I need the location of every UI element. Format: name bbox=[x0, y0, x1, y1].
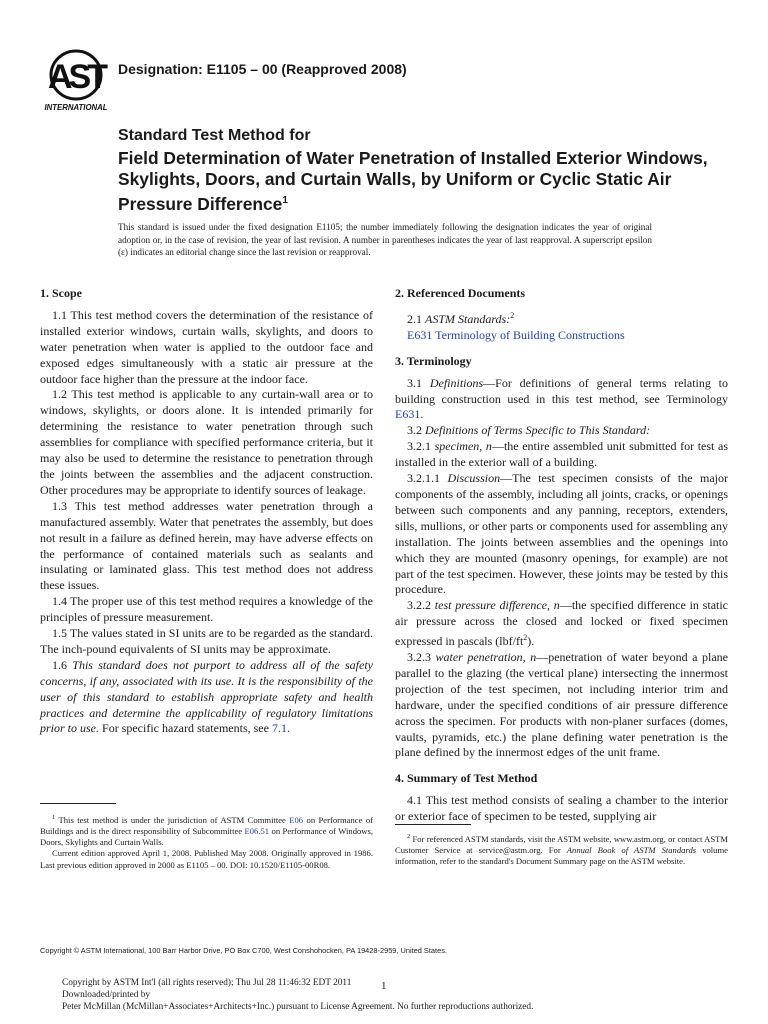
link-e631[interactable]: E631 bbox=[407, 327, 433, 342]
document-title: Field Determination of Water Penetration of Installed Exterior Windows, Skylights, Doors, and Curtain Walls, by Uniform or Cyclic Static Air Pressure Difference$^1$ bbox=[118, 148, 708, 214]
terminology-3-1: 3.1 Definitions—For definitions of general terms relating to building construction used in this test method, see Terminology E631. bbox=[395, 375, 729, 422]
title-line1: Standard Test Method for bbox=[118, 127, 311, 144]
title-footnote-mark: 1 bbox=[282, 195, 288, 206]
footnote-1: $^1$ This test method is under the jurisdiction of ASTM Committee E06 on Performance of Buildings and is the direct responsibility of Subcommittee E06.51 on Performance of Windows, Doors, Skylights and Curtain Walls. Current edition approved April 1, 2008. Published May 2008. Originally approved in 1986. Last previous edition approved in 2000 as E1105 – 00. DOI: 10.1520/E1105-00R08. bbox=[40, 814, 374, 870]
footnote-rule-right bbox=[395, 824, 471, 825]
referenced-2-1: 2.1 ASTM Standards:$^2$ bbox=[407, 310, 515, 326]
left-column bbox=[40, 286, 373, 737]
download-notice: Copyright by ASTM Int'l (all rights reserved); Thu Jul 28 11:46:32 EDT 2011 Downloaded/printed by Peter McMillan (McMillan+Associates+Architects+Inc.) pursuant to License Agreement. No further reproductions authorized. bbox=[62, 978, 534, 1012]
issued-note: This standard is issued under the fixed designation E1105; the number immediately following the designation indicates the year of original adoption or, in the case of revision, the year of last revision. A number in parentheses indicates the year of last reapproval. A superscript epsilon (ε) indicates an editorial change since the last revision or reapproval. bbox=[118, 222, 652, 258]
link-e631-terminology[interactable]: E631 bbox=[395, 407, 421, 422]
referenced-e631 bbox=[395, 328, 728, 344]
footnote-2: $^2$ For referenced ASTM standards, visit the ASTM website, www.astm.org, or contact ASTM Customer Service at service@astm.org. For Annual Book of ASTM Standards volume information, refer to the standard's Document Summary page on the ASTM website. bbox=[395, 833, 729, 867]
link-e06[interactable]: E06 bbox=[289, 814, 304, 825]
scope-1-4: 1.4 The proper use of this test method requires a knowledge of the principles of pressure measurement. bbox=[40, 594, 373, 625]
footnote-rule-left bbox=[40, 803, 116, 804]
scope-heading: 1. Scope bbox=[40, 286, 82, 300]
copyright-line: Copyright © ASTM International, 100 Barr Harbor Drive, PO Box C700, West Conshohocken, PA 19428-2959, United States. bbox=[40, 946, 447, 955]
svg-text:AST: AST bbox=[48, 58, 104, 96]
referenced-heading: 2. Referenced Documents bbox=[395, 286, 526, 300]
summary-heading: 4. Summary of Test Method bbox=[395, 771, 538, 786]
terminology-heading: 3. Terminology bbox=[395, 353, 472, 368]
scope-1-5: 1.5 The values stated in SI units are to be regarded as the standard. The inch-pound equivalents of SI units may be approximate. bbox=[40, 626, 373, 656]
astm-logo bbox=[40, 48, 112, 112]
terminology-3-2-1-1: 3.2.1.1 Discussion—The test specimen consists of the major components of the assembly, including all joints, cracks, or openings between such components and any panning, receptors, extenders, sills, mullions, or other parts or components used for assembling any installation. The joints between assemblies and the openings into which they are mounted (masonry openings, for example) are not part of the test specimen. However, these joints may be tested by this procedure. bbox=[395, 471, 728, 597]
page-number: 1 bbox=[381, 980, 387, 992]
right-column bbox=[395, 286, 728, 825]
scope-1-1: 1.1 This test method covers the determination of the resistance of installed exterior windows, curtain walls, skylights, and doors to water penetration when water is applied to the outdoor face and exposed edges simultaneously with a static air pressure at the outdoor face higher than the pressure at the indoor face. bbox=[40, 307, 373, 386]
designation: Designation: E1105 – 00 (Reapproved 2008) bbox=[118, 61, 407, 77]
logo-caption: INTERNATIONAL bbox=[44, 103, 108, 112]
link-e631-title[interactable]: Terminology of Building Constructions bbox=[435, 327, 625, 342]
terminology-3-2-3: 3.2.3 water penetration, n—penetration of water beyond a plane parallel to the glazing (the vertical plane) intersecting the innermost projection of the test specimen, not including interior trim and hardware, under the specified conditions of air pressure difference across the specimen. For products with non-planer surfaces (domes, vaults, pyramids, etc.) the plane defining water penetration is the plane defined by the innermost edges of the unit frame. bbox=[395, 650, 729, 760]
scope-1-3: 1.3 This test method addresses water penetration through a manufactured assembly. Water that penetrates the assembly, but does not result in a failure as defined herein, may have adverse effects on the performance of contained materials such as sealants and insulating or laminated glass. This test method does not address these issues. bbox=[40, 498, 373, 593]
scope-1-2: 1.2 This test method is applicable to any curtain-wall area or to windows, skylights, or doors alone. It is intended primarily for determining the resistance to water penetration through such assemblies for compliance with specified performance criteria, but it may also be used to determine the resistance to penetration through the joints between the assemblies and the adjacent construction. Other procedures may be appropriate to identify sources of leakage. bbox=[40, 387, 373, 497]
terminology-3-2-1: 3.2.1 specimen, n—the entire assembled unit submitted for test as installed in the exterior wall of a building. bbox=[395, 439, 729, 470]
link-7-1[interactable]: 7.1 bbox=[271, 721, 287, 736]
terminology-3-2-2: 3.2.2 test pressure difference, n—the specified difference in static air pressure across the closed and locked or fixed specimen expressed in pascals $(lbf/ft^2)$. bbox=[395, 598, 729, 649]
link-e06-51[interactable]: E06.51 bbox=[244, 826, 270, 837]
summary-4-1: 4.1 This test method consists of sealing a chamber to the interior or exterior face of specimen to be tested, supplying air bbox=[395, 793, 728, 824]
terminology-3-2: 3.2 Definitions of Terms Specific to This Standard: bbox=[407, 423, 651, 438]
title-block bbox=[118, 127, 718, 215]
scope-1-6: 1.6 This standard does not purport to address all of the safety concerns, if any, associated with its use. It is the responsibility of the user of this standard to establish appropriate safety and health practices and determine the applicability of regulatory limitations prior to use. For specific hazard statements, see 7.1. bbox=[40, 657, 373, 736]
